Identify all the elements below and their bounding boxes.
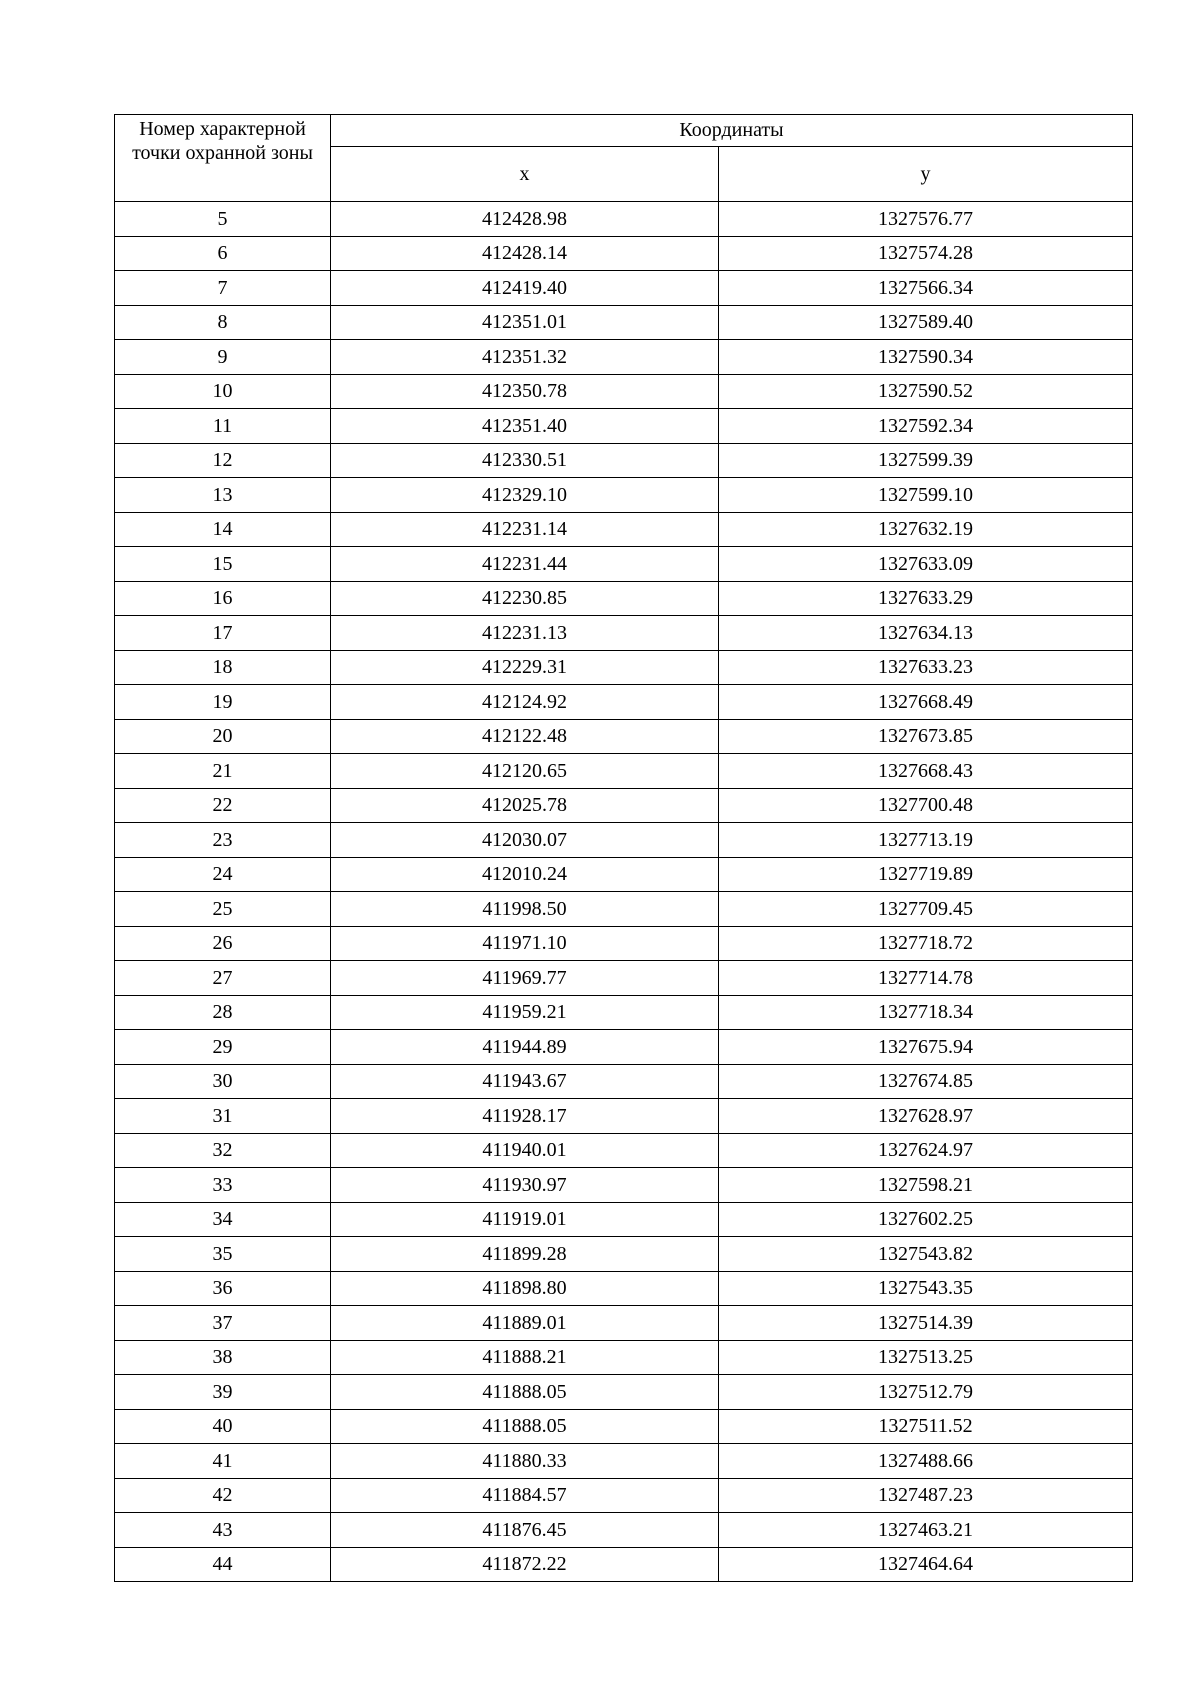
point-number-cell: 34 <box>115 1202 331 1237</box>
y-coordinate-cell: 1327700.48 <box>719 788 1133 823</box>
point-number-cell: 7 <box>115 271 331 306</box>
table-row <box>115 1099 1133 1134</box>
table-row <box>115 305 1133 340</box>
x-coordinate-cell: 412231.44 <box>331 547 719 582</box>
point-number-cell: 36 <box>115 1271 331 1306</box>
point-number-cell: 5 <box>115 202 331 237</box>
x-coordinate-cell: 412231.13 <box>331 616 719 651</box>
table-row <box>115 271 1133 306</box>
x-coordinate-cell: 412419.40 <box>331 271 719 306</box>
table-row <box>115 1409 1133 1444</box>
x-coordinate-cell: 412329.10 <box>331 478 719 513</box>
y-coordinate-cell: 1327713.19 <box>719 823 1133 858</box>
x-coordinate-cell: 411930.97 <box>331 1168 719 1203</box>
point-number-cell: 29 <box>115 1030 331 1065</box>
table-row <box>115 892 1133 927</box>
x-header: x <box>331 146 719 201</box>
table-row <box>115 719 1133 754</box>
y-coordinate-cell: 1327709.45 <box>719 892 1133 927</box>
x-coordinate-cell: 412120.65 <box>331 754 719 789</box>
point-number-cell: 28 <box>115 995 331 1030</box>
table-row <box>115 236 1133 271</box>
point-number-cell: 15 <box>115 547 331 582</box>
y-coordinate-cell: 1327512.79 <box>719 1375 1133 1410</box>
x-coordinate-cell: 411876.45 <box>331 1513 719 1548</box>
table-header <box>115 115 1133 202</box>
y-coordinate-cell: 1327602.25 <box>719 1202 1133 1237</box>
table-row <box>115 616 1133 651</box>
y-coordinate-cell: 1327714.78 <box>719 961 1133 996</box>
table-row <box>115 340 1133 375</box>
table-row <box>115 1306 1133 1341</box>
x-coordinate-cell: 411928.17 <box>331 1099 719 1134</box>
table-body <box>115 202 1133 1582</box>
y-coordinate-cell: 1327488.66 <box>719 1444 1133 1479</box>
y-coordinate-cell: 1327624.97 <box>719 1133 1133 1168</box>
y-coordinate-cell: 1327511.52 <box>719 1409 1133 1444</box>
point-number-cell: 17 <box>115 616 331 651</box>
x-coordinate-cell: 411880.33 <box>331 1444 719 1479</box>
point-number-cell: 43 <box>115 1513 331 1548</box>
y-coordinate-cell: 1327628.97 <box>719 1099 1133 1134</box>
x-coordinate-cell: 411943.67 <box>331 1064 719 1099</box>
point-number-cell: 42 <box>115 1478 331 1513</box>
table-row <box>115 1133 1133 1168</box>
point-number-cell: 21 <box>115 754 331 789</box>
x-coordinate-cell: 412229.31 <box>331 650 719 685</box>
x-coordinate-cell: 412351.01 <box>331 305 719 340</box>
y-coordinate-cell: 1327487.23 <box>719 1478 1133 1513</box>
y-header: y <box>719 146 1133 201</box>
y-coordinate-cell: 1327513.25 <box>719 1340 1133 1375</box>
point-number-cell: 22 <box>115 788 331 823</box>
point-number-cell: 13 <box>115 478 331 513</box>
y-coordinate-cell: 1327592.34 <box>719 409 1133 444</box>
table-row <box>115 547 1133 582</box>
table-row <box>115 685 1133 720</box>
point-number-cell: 12 <box>115 443 331 478</box>
point-number-cell: 39 <box>115 1375 331 1410</box>
x-coordinate-cell: 412351.32 <box>331 340 719 375</box>
table-row <box>115 1064 1133 1099</box>
x-coordinate-cell: 411940.01 <box>331 1133 719 1168</box>
x-coordinate-cell: 411969.77 <box>331 961 719 996</box>
point-number-header: Номер характерной точки охранной зоны <box>115 115 331 202</box>
point-number-cell: 10 <box>115 374 331 409</box>
x-coordinate-cell: 411884.57 <box>331 1478 719 1513</box>
table-row <box>115 926 1133 961</box>
point-number-cell: 35 <box>115 1237 331 1272</box>
x-coordinate-cell: 411944.89 <box>331 1030 719 1065</box>
x-coordinate-cell: 412010.24 <box>331 857 719 892</box>
table-row <box>115 1271 1133 1306</box>
point-number-cell: 14 <box>115 512 331 547</box>
x-coordinate-cell: 412428.14 <box>331 236 719 271</box>
point-number-cell: 31 <box>115 1099 331 1134</box>
point-number-cell: 11 <box>115 409 331 444</box>
y-coordinate-cell: 1327590.52 <box>719 374 1133 409</box>
coordinates-table <box>114 114 1133 1582</box>
table-row <box>115 581 1133 616</box>
table-row <box>115 650 1133 685</box>
point-number-cell: 27 <box>115 961 331 996</box>
y-coordinate-cell: 1327599.39 <box>719 443 1133 478</box>
x-coordinate-cell: 412230.85 <box>331 581 719 616</box>
x-coordinate-cell: 412330.51 <box>331 443 719 478</box>
x-coordinate-cell: 411888.05 <box>331 1409 719 1444</box>
y-coordinate-cell: 1327668.43 <box>719 754 1133 789</box>
y-coordinate-cell: 1327589.40 <box>719 305 1133 340</box>
x-coordinate-cell: 411959.21 <box>331 995 719 1030</box>
table-row <box>115 202 1133 237</box>
y-coordinate-cell: 1327464.64 <box>719 1547 1133 1582</box>
point-number-cell: 9 <box>115 340 331 375</box>
x-coordinate-cell: 411998.50 <box>331 892 719 927</box>
x-coordinate-cell: 412351.40 <box>331 409 719 444</box>
y-coordinate-cell: 1327719.89 <box>719 857 1133 892</box>
x-coordinate-cell: 411888.05 <box>331 1375 719 1410</box>
x-coordinate-cell: 411919.01 <box>331 1202 719 1237</box>
y-coordinate-cell: 1327633.09 <box>719 547 1133 582</box>
x-coordinate-cell: 412428.98 <box>331 202 719 237</box>
x-coordinate-cell: 412350.78 <box>331 374 719 409</box>
table-row <box>115 823 1133 858</box>
table-row <box>115 1340 1133 1375</box>
x-coordinate-cell: 411872.22 <box>331 1547 719 1582</box>
point-number-cell: 20 <box>115 719 331 754</box>
y-coordinate-cell: 1327718.34 <box>719 995 1133 1030</box>
y-coordinate-cell: 1327543.82 <box>719 1237 1133 1272</box>
point-number-cell: 44 <box>115 1547 331 1582</box>
table-row <box>115 1478 1133 1513</box>
y-coordinate-cell: 1327675.94 <box>719 1030 1133 1065</box>
point-number-cell: 18 <box>115 650 331 685</box>
table-row <box>115 1444 1133 1479</box>
y-coordinate-cell: 1327668.49 <box>719 685 1133 720</box>
point-number-cell: 38 <box>115 1340 331 1375</box>
table-row <box>115 1513 1133 1548</box>
y-coordinate-cell: 1327673.85 <box>719 719 1133 754</box>
table-row <box>115 1168 1133 1203</box>
table-row <box>115 443 1133 478</box>
table-row <box>115 1237 1133 1272</box>
point-number-cell: 26 <box>115 926 331 961</box>
y-coordinate-cell: 1327566.34 <box>719 271 1133 306</box>
x-coordinate-cell: 412030.07 <box>331 823 719 858</box>
table-row <box>115 857 1133 892</box>
point-number-cell: 33 <box>115 1168 331 1203</box>
point-number-cell: 40 <box>115 1409 331 1444</box>
x-coordinate-cell: 411899.28 <box>331 1237 719 1272</box>
y-coordinate-cell: 1327574.28 <box>719 236 1133 271</box>
table-row <box>115 961 1133 996</box>
table-row <box>115 478 1133 513</box>
coordinates-header: Координаты <box>331 115 1133 147</box>
point-number-cell: 37 <box>115 1306 331 1341</box>
y-coordinate-cell: 1327543.35 <box>719 1271 1133 1306</box>
y-coordinate-cell: 1327633.29 <box>719 581 1133 616</box>
table-row <box>115 788 1133 823</box>
x-coordinate-cell: 411888.21 <box>331 1340 719 1375</box>
table-row <box>115 374 1133 409</box>
x-coordinate-cell: 411889.01 <box>331 1306 719 1341</box>
point-number-cell: 25 <box>115 892 331 927</box>
y-coordinate-cell: 1327514.39 <box>719 1306 1133 1341</box>
point-number-cell: 6 <box>115 236 331 271</box>
y-coordinate-cell: 1327599.10 <box>719 478 1133 513</box>
table-row <box>115 1202 1133 1237</box>
x-coordinate-cell: 412231.14 <box>331 512 719 547</box>
y-coordinate-cell: 1327590.34 <box>719 340 1133 375</box>
y-coordinate-cell: 1327674.85 <box>719 1064 1133 1099</box>
x-coordinate-cell: 411898.80 <box>331 1271 719 1306</box>
x-coordinate-cell: 412025.78 <box>331 788 719 823</box>
x-coordinate-cell: 412124.92 <box>331 685 719 720</box>
table-row <box>115 1547 1133 1582</box>
x-coordinate-cell: 412122.48 <box>331 719 719 754</box>
table-row <box>115 1030 1133 1065</box>
y-coordinate-cell: 1327632.19 <box>719 512 1133 547</box>
point-number-cell: 32 <box>115 1133 331 1168</box>
y-coordinate-cell: 1327576.77 <box>719 202 1133 237</box>
point-number-cell: 41 <box>115 1444 331 1479</box>
point-number-cell: 24 <box>115 857 331 892</box>
point-number-cell: 8 <box>115 305 331 340</box>
y-coordinate-cell: 1327598.21 <box>719 1168 1133 1203</box>
point-number-cell: 30 <box>115 1064 331 1099</box>
y-coordinate-cell: 1327633.23 <box>719 650 1133 685</box>
point-number-cell: 16 <box>115 581 331 616</box>
y-coordinate-cell: 1327718.72 <box>719 926 1133 961</box>
y-coordinate-cell: 1327634.13 <box>719 616 1133 651</box>
point-number-cell: 23 <box>115 823 331 858</box>
table-row <box>115 1375 1133 1410</box>
y-coordinate-cell: 1327463.21 <box>719 1513 1133 1548</box>
point-number-cell: 19 <box>115 685 331 720</box>
x-coordinate-cell: 411971.10 <box>331 926 719 961</box>
table-row <box>115 754 1133 789</box>
table-row <box>115 409 1133 444</box>
table-row <box>115 995 1133 1030</box>
table-row <box>115 512 1133 547</box>
